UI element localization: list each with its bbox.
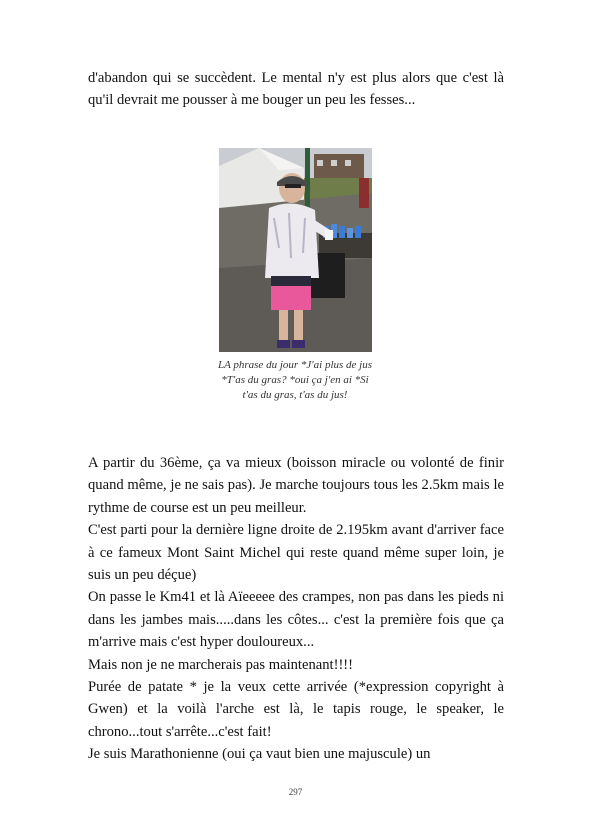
paragraph: Mais non je ne marcherais pas maintenant!!!! [88, 656, 354, 673]
paragraph: Je suis Marathonienne (oui ça vaut bien une majuscule) un [88, 746, 431, 763]
paragraph: C'est parti pour la dernière ligne droite de 2.195km avant d'arriver face à ce fameux Mont Saint Michel qui reste quand même super loin, je suis un peu déçue) [88, 522, 504, 584]
photo-caption: LA phrase du jour *J'ai plus de jus *T'as du gras? *oui ça j'en ai *Si t'as du gras, t'as du jus! [217, 359, 373, 401]
page-number: 297 [288, 787, 303, 797]
body-text [88, 452, 504, 766]
paragraph: On passe le Km41 et là Aïeeeee des crampes, non pas dans les pieds ni dans les jambes mais.....dans les côtes... c'est la première fois que ça m'arrive mais c'est hyper douloureux... [88, 589, 504, 651]
runner-photo-illustration [219, 148, 372, 352]
runner-photo [219, 148, 372, 352]
paragraph: Purée de patate * je la veux cette arrivée (*expression copyright à Gwen) et la voilà l'arche est là, le tapis rouge, le speaker, le chrono...tout s'arrête...c'est fait! [88, 679, 504, 740]
paragraph-intro: d'abandon qui se succèdent. Le mental n'y est plus alors que c'est là qu'il devrait me pousser à me bouger un peu les fesses... [88, 70, 504, 109]
paragraph: A partir du 36ème, ça va mieux (boisson miracle ou volonté de finir quand même, je ne sais pas). Je marche toujours tous les 2.5km mais le rythme de course est un peu meilleur. [88, 455, 504, 516]
